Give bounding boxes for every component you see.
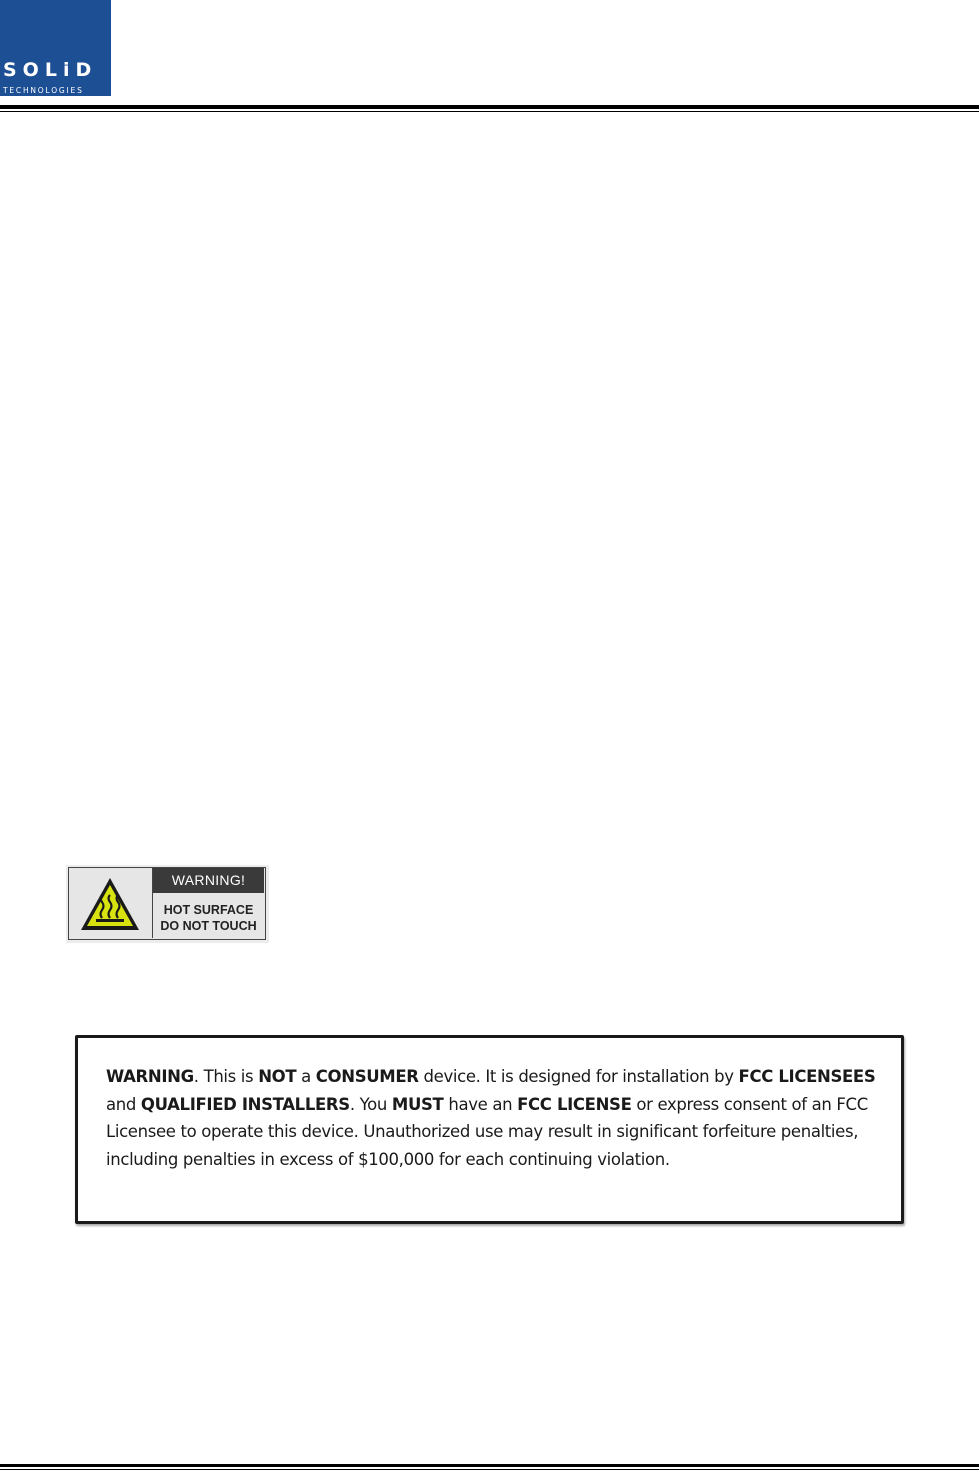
header-rule-thick xyxy=(0,105,979,109)
hot-surface-icon xyxy=(69,868,152,938)
company-logo xyxy=(0,0,111,96)
hot-surface-warning-label xyxy=(66,865,269,943)
footer-rule-thick xyxy=(0,1464,979,1467)
hazard-line-2: DO NOT TOUCH xyxy=(160,919,257,933)
footer-rule-thin xyxy=(0,1469,979,1470)
fcc-warning-text: WARNING. This is NOT a CONSUMER device. It is designed for installation by FCC LICENSEES and QUALIFIED INSTALLERS. You MUST have an FCC LICENSE or express consent of an FCC Licensee to operate this device. Unauthorized use may result in significant forfeiture penalties, including penalties in excess of $100,000 for each continuing violation. xyxy=(106,1067,876,1170)
header-rule-thin xyxy=(0,111,979,112)
logo-tagline: TECHNOLOGIES xyxy=(3,86,84,95)
hazard-header: WARNING! xyxy=(153,868,264,893)
logo-name: SOLiD xyxy=(3,59,98,81)
warning-word: WARNING xyxy=(106,1067,194,1086)
hazard-line-1: HOT SURFACE xyxy=(163,903,254,917)
fcc-warning-box xyxy=(75,1035,904,1224)
